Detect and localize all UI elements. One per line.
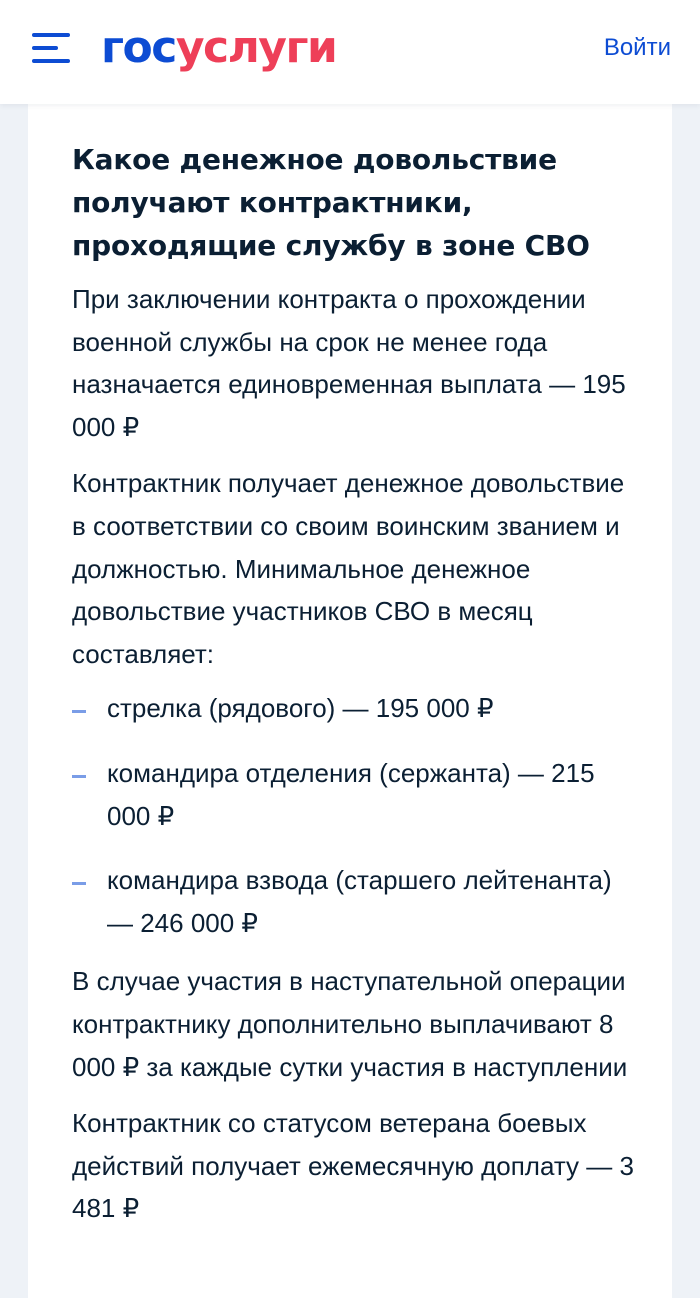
- article-card: [28, 104, 672, 1298]
- hamburger-menu-icon[interactable]: [32, 31, 70, 65]
- list-item-text: командира отделения (сержанта) — 215 000 ₽: [107, 757, 595, 831]
- paragraph-veteran-bonus: Контрактник со статусом ветерана боевых действий получает ежемесячную доплату — 3 481 ₽: [72, 1108, 634, 1224]
- list-item-text: стрелка (рядового) — 195 000 ₽: [107, 693, 494, 724]
- site-header: [0, 0, 700, 104]
- dash-bullet-icon: [72, 710, 86, 713]
- logo-part-gos: гос: [101, 22, 176, 73]
- paragraph-one-time-payment: При заключении контракта о прохождении военной службы на срок не менее года назначается единовременная выплата — 195 000 ₽: [72, 284, 626, 442]
- logo-part-uslugi: услуги: [175, 22, 337, 73]
- list-item: [72, 752, 632, 837]
- dash-bullet-icon: [72, 775, 86, 778]
- salary-list: [72, 687, 672, 944]
- list-item: [72, 859, 632, 944]
- list-item-text: командира взвода (старшего лейтенанта) — 246 000 ₽: [107, 865, 612, 938]
- article-title: Какое денежное довольствие получают контрактники, проходящие службу в зоне СВО: [72, 143, 590, 262]
- dash-bullet-icon: [72, 882, 86, 885]
- login-link[interactable]: Войти: [603, 34, 671, 61]
- list-item: [72, 687, 632, 730]
- paragraph-offensive-bonus: В случае участия в наступательной операции контрактнику дополнительно выплачивают 8 000 ₽ за каждые сутки участия в наступлении: [72, 966, 628, 1082]
- paragraph-salary-intro: Контрактник получает денежное довольствие в соответствии со своим воинским званием и должностью. Минимальное денежное довольствие участников СВО в месяц составляет:: [72, 468, 625, 669]
- gosuslugi-logo[interactable]: [101, 22, 336, 74]
